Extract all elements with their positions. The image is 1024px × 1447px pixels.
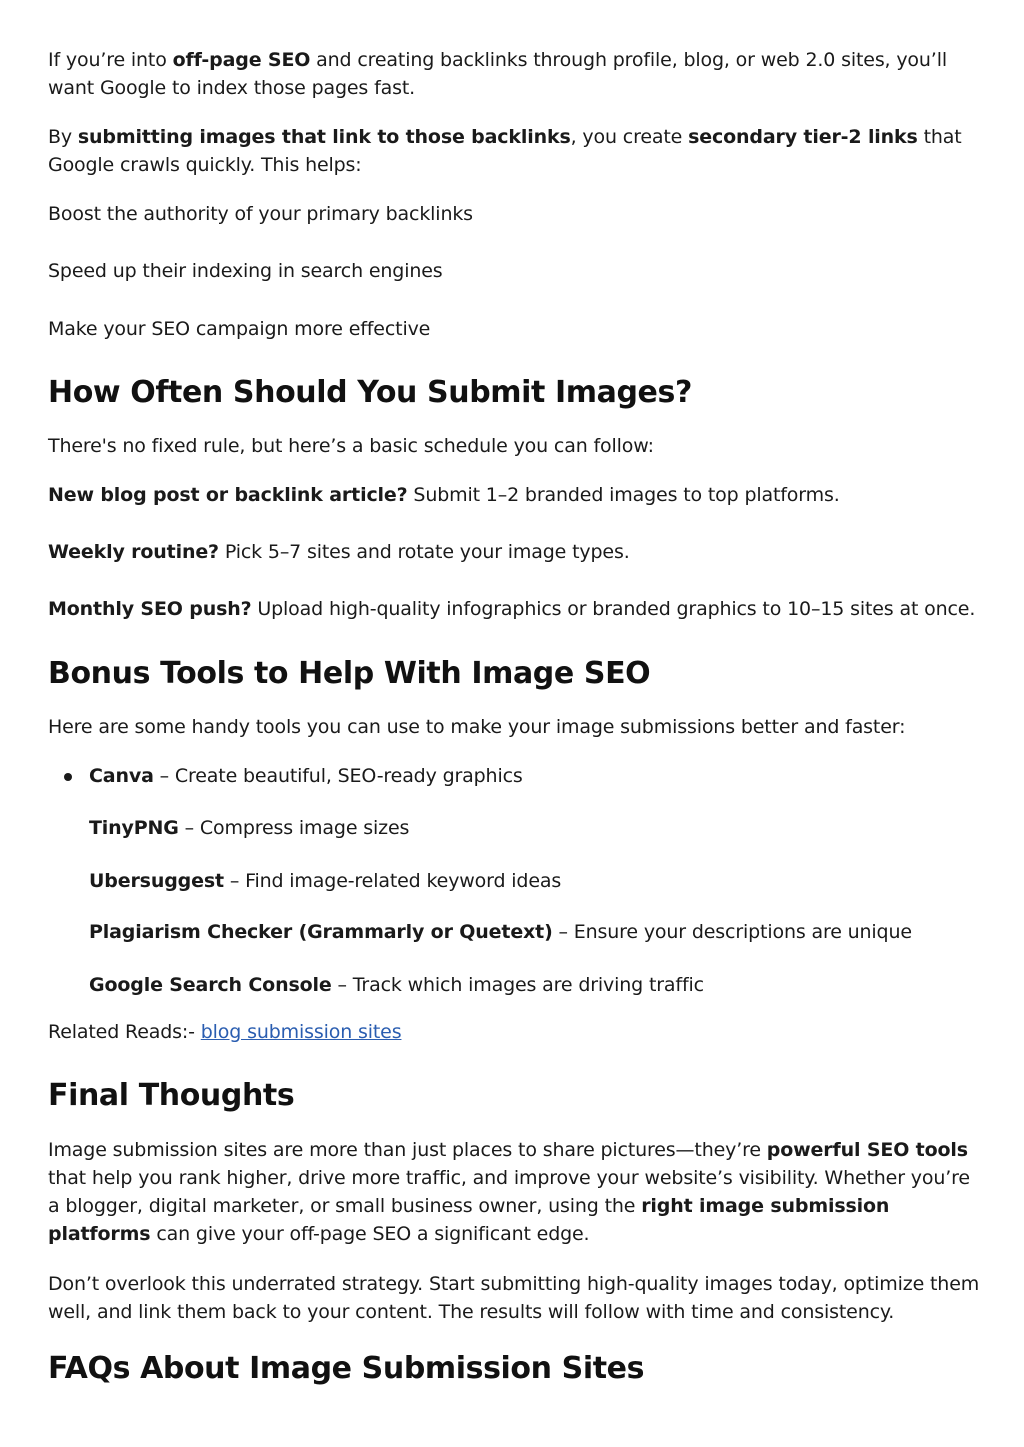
text-run: that help you rank higher, drive more traffic, and improve your website’s visibility. Whether you’re a blogger, digital marketer, or small business owner, using the bbox=[48, 1167, 970, 1217]
text-run: that Google crawls quickly. This helps: bbox=[48, 126, 962, 176]
tool-name: Ubersuggest bbox=[89, 870, 224, 892]
text-run: can give your off-page SEO a significant edge. bbox=[150, 1223, 590, 1245]
related-reads bbox=[48, 1018, 983, 1046]
intro-paragraph-1 bbox=[48, 46, 983, 102]
tool-desc: – Ensure your descriptions are unique bbox=[552, 921, 912, 943]
schedule-item-text: Upload high-quality infographics or branded graphics to 10–15 sites at once. bbox=[251, 598, 976, 620]
tool-name: Plagiarism Checker (Grammarly or Quetext) bbox=[89, 921, 553, 943]
bold-run: off-page SEO bbox=[172, 49, 311, 71]
section-heading-final: Final Thoughts bbox=[48, 1078, 295, 1113]
tool-desc: – Compress image sizes bbox=[178, 817, 410, 839]
tool-name: Canva bbox=[89, 765, 154, 787]
text-run: , you create bbox=[570, 126, 689, 148]
schedule-item-text: Pick 5–7 sites and rotate your image types. bbox=[218, 541, 630, 563]
tool-item-tinypng bbox=[89, 814, 983, 842]
final-paragraph-2: Don’t overlook this underrated strategy. Start submitting high-quality images today, optimize them well, and link them back to your content. The results will follow with time and consistency. bbox=[48, 1273, 980, 1323]
tool-item-search-console bbox=[89, 971, 983, 999]
benefit-item: Make your SEO campaign more effective bbox=[48, 318, 431, 340]
section-heading-faq: FAQs About Image Submission Sites bbox=[48, 1351, 645, 1386]
bold-run: submitting images that link to those backlinks bbox=[77, 126, 571, 148]
text-run: Image submission sites are more than just places to share pictures—they’re bbox=[48, 1139, 767, 1161]
tools-intro: Here are some handy tools you can use to make your image submissions better and faster: bbox=[48, 716, 906, 738]
tool-name: Google Search Console bbox=[89, 974, 332, 996]
tool-name: TinyPNG bbox=[89, 817, 179, 839]
text-run: If you’re into bbox=[48, 49, 173, 71]
final-paragraph-1 bbox=[48, 1136, 983, 1248]
schedule-item bbox=[48, 595, 983, 623]
benefit-item: Boost the authority of your primary backlinks bbox=[48, 203, 473, 225]
tool-item-ubersuggest bbox=[89, 867, 983, 895]
schedule-item bbox=[48, 538, 983, 566]
related-reads-link[interactable]: blog submission sites bbox=[200, 1021, 402, 1043]
section-heading-tools: Bonus Tools to Help With Image SEO bbox=[48, 656, 651, 691]
text-run: By bbox=[48, 126, 78, 148]
schedule-intro: There's no fixed rule, but here’s a basic schedule you can follow: bbox=[48, 435, 654, 457]
tool-desc: – Find image-related keyword ideas bbox=[223, 870, 562, 892]
tool-desc: – Track which images are driving traffic bbox=[331, 974, 704, 996]
bold-run: secondary tier-2 links bbox=[688, 126, 918, 148]
bold-run: powerful SEO tools bbox=[766, 1139, 968, 1161]
related-reads-label: Related Reads:- bbox=[48, 1021, 201, 1043]
tool-item-canva bbox=[89, 762, 983, 790]
bold-run: right image submission platforms bbox=[48, 1195, 890, 1245]
schedule-item bbox=[48, 481, 983, 509]
schedule-item-label: New blog post or backlink article? bbox=[48, 484, 408, 506]
section-heading-schedule: How Often Should You Submit Images? bbox=[48, 375, 692, 410]
bullet-dot-icon bbox=[64, 773, 72, 781]
intro-paragraph-2 bbox=[48, 123, 983, 179]
tool-desc: – Create beautiful, SEO-ready graphics bbox=[153, 765, 523, 787]
tool-item-plagiarism-checker bbox=[89, 918, 983, 946]
text-run: and creating backlinks through profile, blog, or web 2.0 sites, you’ll want Google to index those pages fast. bbox=[48, 49, 947, 99]
schedule-item-label: Weekly routine? bbox=[48, 541, 219, 563]
benefit-item: Speed up their indexing in search engines bbox=[48, 260, 443, 282]
schedule-item-label: Monthly SEO push? bbox=[48, 598, 252, 620]
schedule-item-text: Submit 1–2 branded images to top platforms. bbox=[407, 484, 840, 506]
